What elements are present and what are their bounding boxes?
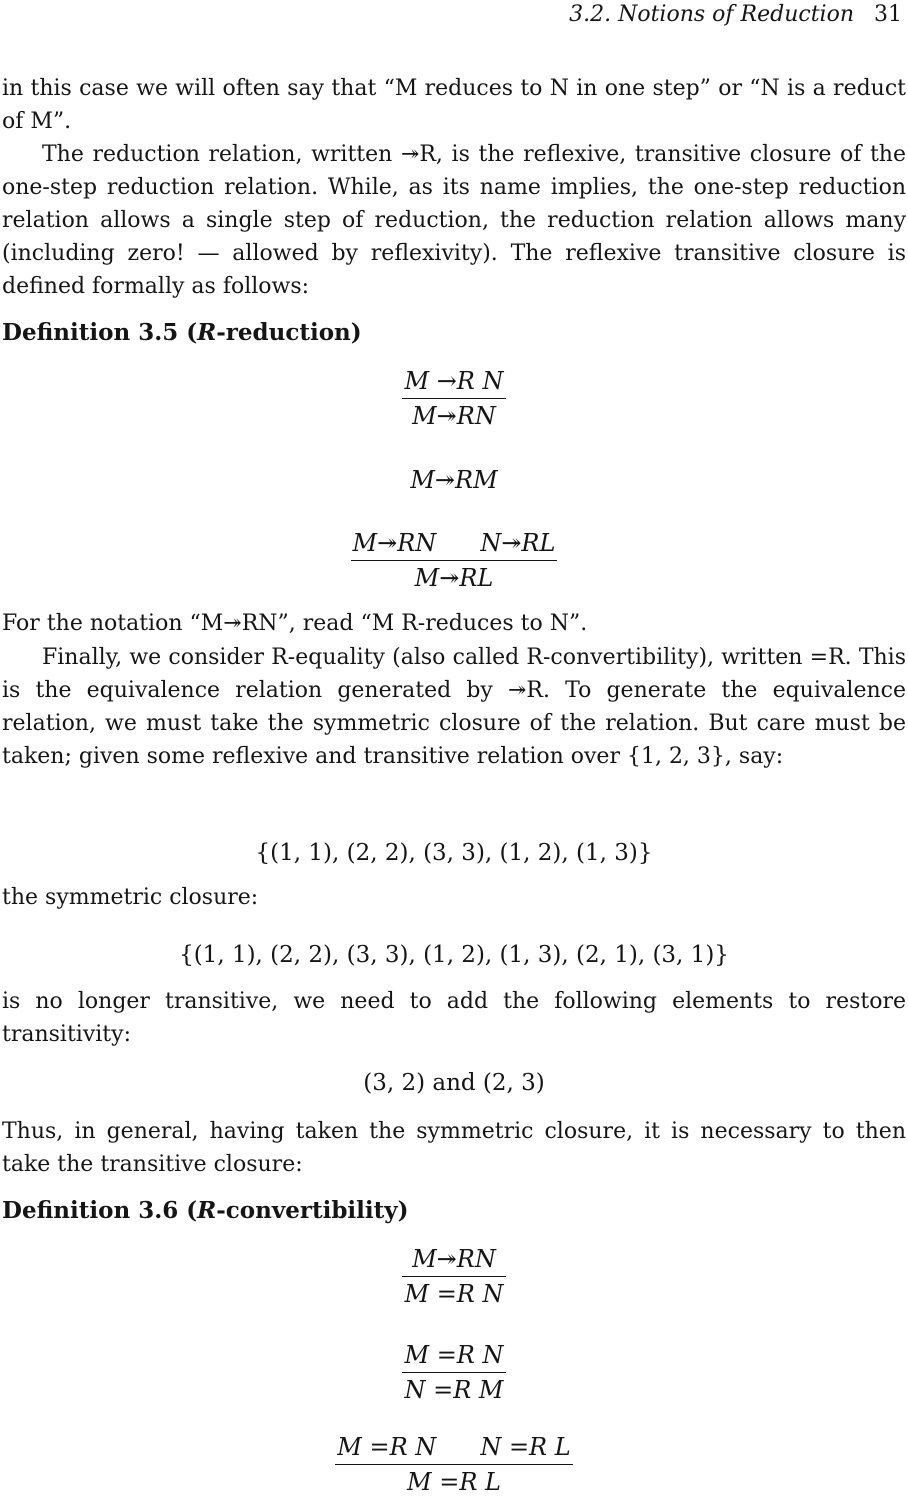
relation-set-2: {(1, 1), (2, 2), (3, 3), (1, 2), (1, 3), (2, 1), (3, 1)} [179, 942, 729, 968]
definition-label: Definition 3.5 [2, 319, 179, 346]
paragraph-5: the symmetric closure: [2, 885, 259, 910]
inference-rule: $\frac{\text{M =R N}}{\text{N =R M}}$ [404, 1341, 504, 1404]
paragraph-1: in this case we will often say that “M reduces to N in one step” or “N is a reduct of M”. [2, 76, 906, 134]
paragraph-6: is no longer transitive, we need to add the following elements to restore transitivity: [2, 989, 906, 1047]
page-number: 31 [874, 2, 902, 27]
rule-35-3 [0, 528, 908, 594]
rule-35-2: M↠RM [410, 466, 498, 494]
paragraph-3: For the notation “M↠RN”, read “M R-reduces to N”. [2, 611, 588, 636]
definition-3-5-heading: Definition 3.5 (R-reduction) [2, 319, 362, 346]
rule-36-3 [0, 1432, 908, 1498]
paragraph-7: Thus, in general, having taken the symmetric closure, it is necessary to then take the transitive closure: [2, 1119, 906, 1177]
inference-rule: $\frac{\text{M =R N N =R L}}{\text{M =R L}}$ [337, 1433, 571, 1496]
section-title: 3.2. Notions of Reduction [569, 2, 854, 27]
definition-3-6-heading: Definition 3.6 (R-convertibility) [2, 1197, 409, 1224]
running-header [569, 0, 902, 30]
rule-35-1 [0, 366, 908, 432]
inference-rule: $\frac{M↠RN}{\text{M =R N}}$ [404, 1245, 504, 1308]
inference-rule: $\frac{\text{M↠RN N↠RL}}{M↠RL}$ [352, 529, 556, 592]
relation-set-1: {(1, 1), (2, 2), (3, 3), (1, 2), (1, 3)} [255, 840, 653, 866]
paragraph-4: Finally, we consider R-equality (also called R-convertibility), written =R. This is the equivalence relation generated by ↠R. To generate the equivalence relation, we must take the symmetric closure of the relation. But care must be taken; given some reflexive and transitive relation over {1, 2, 3}, say: [2, 645, 906, 769]
rule-36-1 [0, 1244, 908, 1310]
paragraph-2: The reduction relation, written ↠R, is the reflexive, transitive closure of the one-step reduction relation. While, as its name implies, the one-step reduction relation allows a single step of reduction, the reduction relation allows many (including zero! — allowed by reflexivity). The reflexive transitive closure is defined formally as follows: [2, 142, 906, 299]
definition-label: Definition 3.6 [2, 1197, 179, 1224]
added-pairs: (3, 2) and (2, 3) [363, 1070, 545, 1096]
inference-rule: $\frac{\text{M →R N}}{M↠RN}$ [404, 367, 504, 430]
rule-36-2 [0, 1340, 908, 1406]
